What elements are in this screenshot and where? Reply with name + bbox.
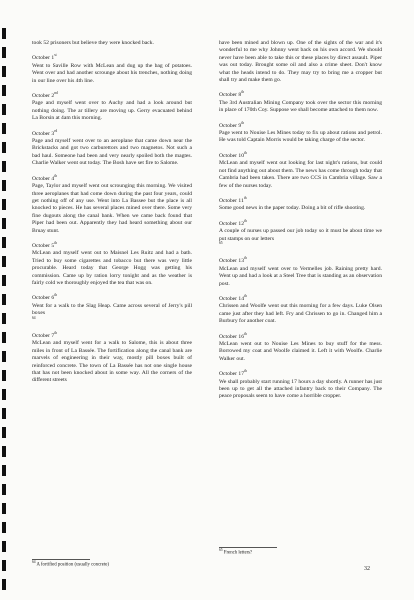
left-diary-entry <box>32 173 192 235</box>
entry-text: A couple of nurses up passed our job today so it must be about time we put stamps on our letters <box>219 228 382 242</box>
binder-mark <box>2 579 6 590</box>
left-diary-entry <box>32 243 192 287</box>
binder-mark <box>2 47 6 58</box>
entry-text: Some good news in the paper today. Doing a bit of rifle shooting. <box>219 205 366 212</box>
entry-date: October 10th <box>219 151 247 159</box>
left-diary-entry <box>32 128 192 168</box>
entry-date: October 7th <box>32 331 58 339</box>
binder-mark <box>2 332 6 343</box>
entry-date: October 6th <box>32 293 58 302</box>
left-column <box>32 40 192 393</box>
right-diary-entry <box>219 92 382 114</box>
footnote-ref: 64 <box>32 315 36 320</box>
entry-date: October 8th <box>219 90 245 99</box>
left-intro: took 52 prisoners but believe they were knocked back. <box>32 40 154 46</box>
right-column <box>219 40 382 409</box>
right-diary-entry <box>219 218 382 251</box>
binder-holes <box>0 0 10 600</box>
binder-mark <box>2 370 6 381</box>
entry-text: McLean and myself went over to Vermelles job. Raining pretty hard. Went up and had a look at a Steel Tree that is standing as an observation post. <box>219 265 382 287</box>
binder-mark <box>2 256 6 267</box>
binder-mark <box>2 503 6 514</box>
entry-date: October 2nd <box>32 91 58 100</box>
right-diary-entry <box>219 258 382 288</box>
entry-date: October 12th <box>219 218 247 227</box>
right-intro: have been mined and blown up. One of the sights of the war and it's wonderful to me why Johnny went back on his own accord. We should never have been able to take this or these places by direct assault. Piper was out today. Brought some oil and also a crime sheet. Don't know what the heads intend to do. They may try to bring me a cropper but shall try and make them go. <box>219 40 382 84</box>
entry-date: October 16th <box>219 331 247 340</box>
entry-date: October 3rd <box>32 128 58 137</box>
entry-text: The 3rd Australian Mining Company took over the sector this morning in place of 170th Coy. Suppose we shall become attached to them now. <box>219 99 382 114</box>
binder-mark <box>2 275 6 286</box>
right-diary-entry <box>219 198 382 213</box>
right-diary-entry <box>219 371 382 401</box>
entry-text: Page and myself went over to an aeroplane that came down near the Brickstacks and got two carburettors and two magnetos. Not such a bad haul. Someone had been and very nearly spoiled both the magtes. Charlie Walker went out today. The Bosh have set fire to Salome. <box>32 138 192 167</box>
binder-mark <box>2 389 6 400</box>
right-footnote: $^{65}$ French letters? <box>219 548 253 556</box>
binder-mark <box>2 427 6 438</box>
entry-date: October 4th <box>32 173 58 182</box>
left-diary-entry <box>32 333 192 385</box>
binder-mark <box>2 28 6 39</box>
binder-mark <box>2 104 6 115</box>
binder-mark <box>2 161 6 172</box>
footnote-ref: 65 <box>219 241 223 246</box>
binder-mark <box>2 66 6 77</box>
entry-text: McLean went out to Nouise Les Mines to buy stuff for the mess. Borrowed my coat and Woolfe claimed it. Left it with Woolfe. Charlie Walker out. <box>219 341 382 362</box>
binder-mark <box>2 522 6 533</box>
binder-mark <box>2 237 6 248</box>
binder-mark <box>2 294 6 305</box>
binder-mark <box>2 218 6 229</box>
right-diary-entry <box>219 331 382 364</box>
page-number: 32 <box>364 566 370 572</box>
right-diary-entry <box>219 153 382 190</box>
entry-text: McLean and myself went out looking for last night's rations, but could not find anything out about them. The news has come through today that Cambria had been taken. There are two CCS in Cambria village. Saw a few of the nurses today. <box>219 160 382 189</box>
entry-text: Chrissen and Woolfe went out this morning for a few days. Luke Olsen came just after they had left. Fry and Chrissen to go in. Changed him a Burbury for another coat. <box>219 303 382 325</box>
binder-mark <box>2 446 6 457</box>
entry-date: October 11th <box>219 196 247 204</box>
left-diary-entry <box>32 93 192 123</box>
binder-mark <box>2 408 6 419</box>
right-diary-entry <box>219 120 382 145</box>
entry-date: October 1st <box>32 53 57 62</box>
binder-mark <box>2 180 6 191</box>
entry-date: October 17th <box>219 369 247 378</box>
left-diary-entry <box>32 295 192 325</box>
binder-mark <box>2 142 6 153</box>
entry-date: October 9th <box>219 120 245 129</box>
binder-mark <box>2 484 6 495</box>
right-footnote-rule <box>219 547 277 548</box>
binder-mark <box>2 123 6 134</box>
entry-text: McLean and myself went out to Maisnel Les Ruitz and had a bath. Tried to buy some cigarettes and tobacco but there was very little procurable. Heard today that George Hogg was getting his commission. Came up by ration lorry tonight and as the weather is fairly cold we thoroughly enjoyed the tea that was on. <box>32 250 192 286</box>
right-diary-entry <box>219 296 382 326</box>
left-diary-entry <box>32 55 192 85</box>
entry-text: Page went to Nouise Les Mines today to fix up about rations and petrol. He was told Captain Morris would be taking charge of the sector. <box>219 130 382 144</box>
entry-text: Page and myself went over to Auchy and had a look around but nothing doing. The ar tillery are moving up. Gerry evacuated behind La Borsin at 4am this morning. <box>32 100 192 122</box>
left-footnote: $^{64}$ A fortified position (usually concrete) <box>32 560 109 568</box>
binder-mark <box>2 313 6 324</box>
binder-mark <box>2 199 6 210</box>
entry-text: Went for a walk to the Slag Heap. Came across several of Jerry's pill boxes <box>32 302 192 317</box>
entry-date: October 5th <box>32 241 58 249</box>
entry-text: Went to Saville Row with McLean and dug up the bag of potatoes. Went over and had another scrounge about his trenches, nothing doing in our line over his 4th line. <box>32 62 192 84</box>
left-footnote-rule <box>32 559 90 560</box>
binder-mark <box>2 560 6 571</box>
entry-text: Page, Taylor and myself went out scrounging this morning. We visited three aeroplanes that had come down during the past four years, could get nothing off of any use. Went into La Bassee but the place is all knocked to pieces. He has several places mined over there. Some very fine dugouts along the canal bank. When we came back found that Piper had been out. Apparently they had heard something about our Bruay stunt. <box>32 183 192 234</box>
binder-mark <box>2 541 6 552</box>
entry-text: McLean and myself went for a walk to Salome, this is about three miles in front of La Bassée. The fortification along the canal bank are marvels of engineering in their way, mostly pill boxes built of reinforced concrete. The town of La Bassée has not one single house that has not been knocked about in some way. All the corners of the different streets <box>32 340 192 384</box>
entry-date: October 14th <box>219 294 247 302</box>
binder-mark <box>2 465 6 476</box>
binder-mark <box>2 85 6 96</box>
entry-date: October 13th <box>219 256 247 265</box>
entry-text: We shall probably start running 17 hours a day shortly. A runner has just been up to get all the attached infantry back to their Company. The peace proposals seem to have come a horrible cropper. <box>219 378 382 400</box>
binder-mark <box>2 351 6 362</box>
